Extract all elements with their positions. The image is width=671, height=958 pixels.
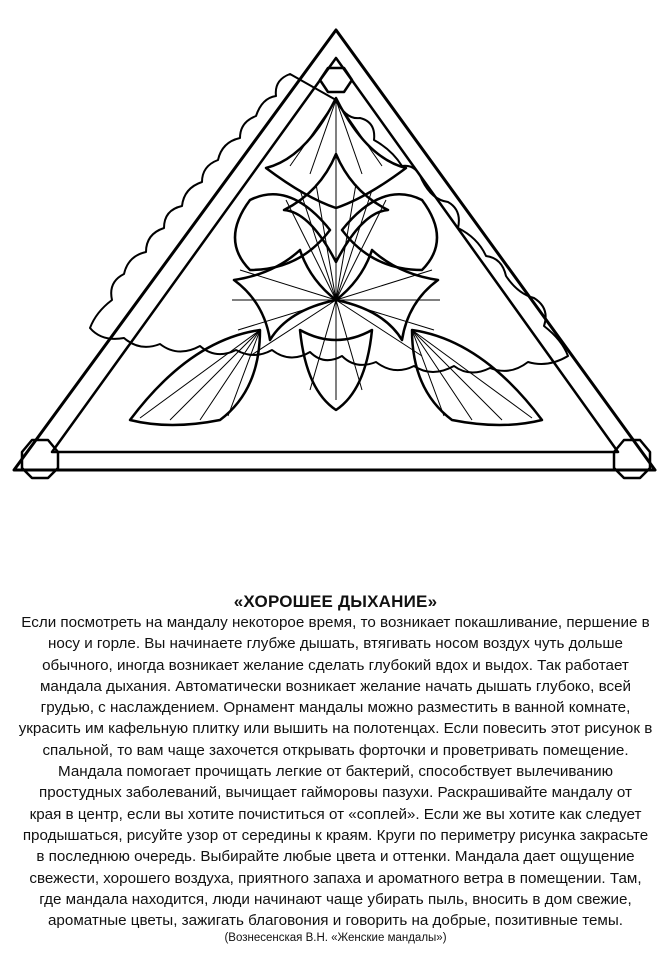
- corner-octagon-left: [22, 440, 58, 478]
- body-line: мандала дыхания. Автоматически возникает желание начать дышать глубоко, всей: [39, 677, 632, 695]
- body-line: Если посмотреть на мандалу некоторое время, то возникает покашливание, першение в: [21, 614, 650, 631]
- body-line: где мандала находится, люди начинают чаще убирать пыль, вносить в дом свежие,: [39, 890, 632, 908]
- body-line: украсить им кафельную плитку или вышить на полотенцах. Если повесить этот рисунок в: [18, 720, 653, 738]
- document-body: [6, 612, 665, 931]
- body-line: продышаться, рисуйте узор от середины к краям. Круги по периметру рисунка закрасьте: [22, 826, 649, 844]
- document-title: «ХОРОШЕЕ ДЫХАНИЕ»: [233, 592, 438, 611]
- body-line: в последнюю очередь. Выбирайте любые цвета и оттенки. Мандала дает ощущение: [36, 848, 635, 866]
- body-line: свежести, хорошего воздуха, приятного запаха и ароматного ветра в помещении. Там,: [29, 869, 642, 887]
- body-line: простудных заболеваний, вычищает гайморовы пазухи. Раскрашивайте мандалу от: [38, 784, 632, 802]
- source-credit: (Вознесенская В.Н. «Женские мандалы»): [224, 932, 447, 944]
- corner-octagon-right: [614, 440, 650, 478]
- body-line: обычного, иногда возникает желание сделать глубокий вдох и выдох. Так работает: [42, 656, 629, 674]
- corner-octagon-top: [320, 68, 352, 92]
- body-line: ароматные цветы, зажигать благовония и говорить на добрые, позитивные темы.: [47, 912, 624, 930]
- body-line: Мандала помогает прочищать легкие от бактерий, способствует вылечиванию: [58, 763, 613, 781]
- body-line: края в центр, если вы хотите почиститься от «соплей». Если же вы хотите как следует: [29, 805, 642, 823]
- body-line: носу и горле. Вы начинаете глубже дышать, втягивать носом воздух чуть дольше: [47, 635, 623, 653]
- body-line: грудью, с наслаждением. Орнамент мандалы можно разместить в ванной комнате,: [40, 699, 631, 717]
- body-line: спальной, то вам чаще захочется открывать форточки и проветривать помещение.: [42, 741, 629, 759]
- mandala-outer-frame: [14, 30, 655, 470]
